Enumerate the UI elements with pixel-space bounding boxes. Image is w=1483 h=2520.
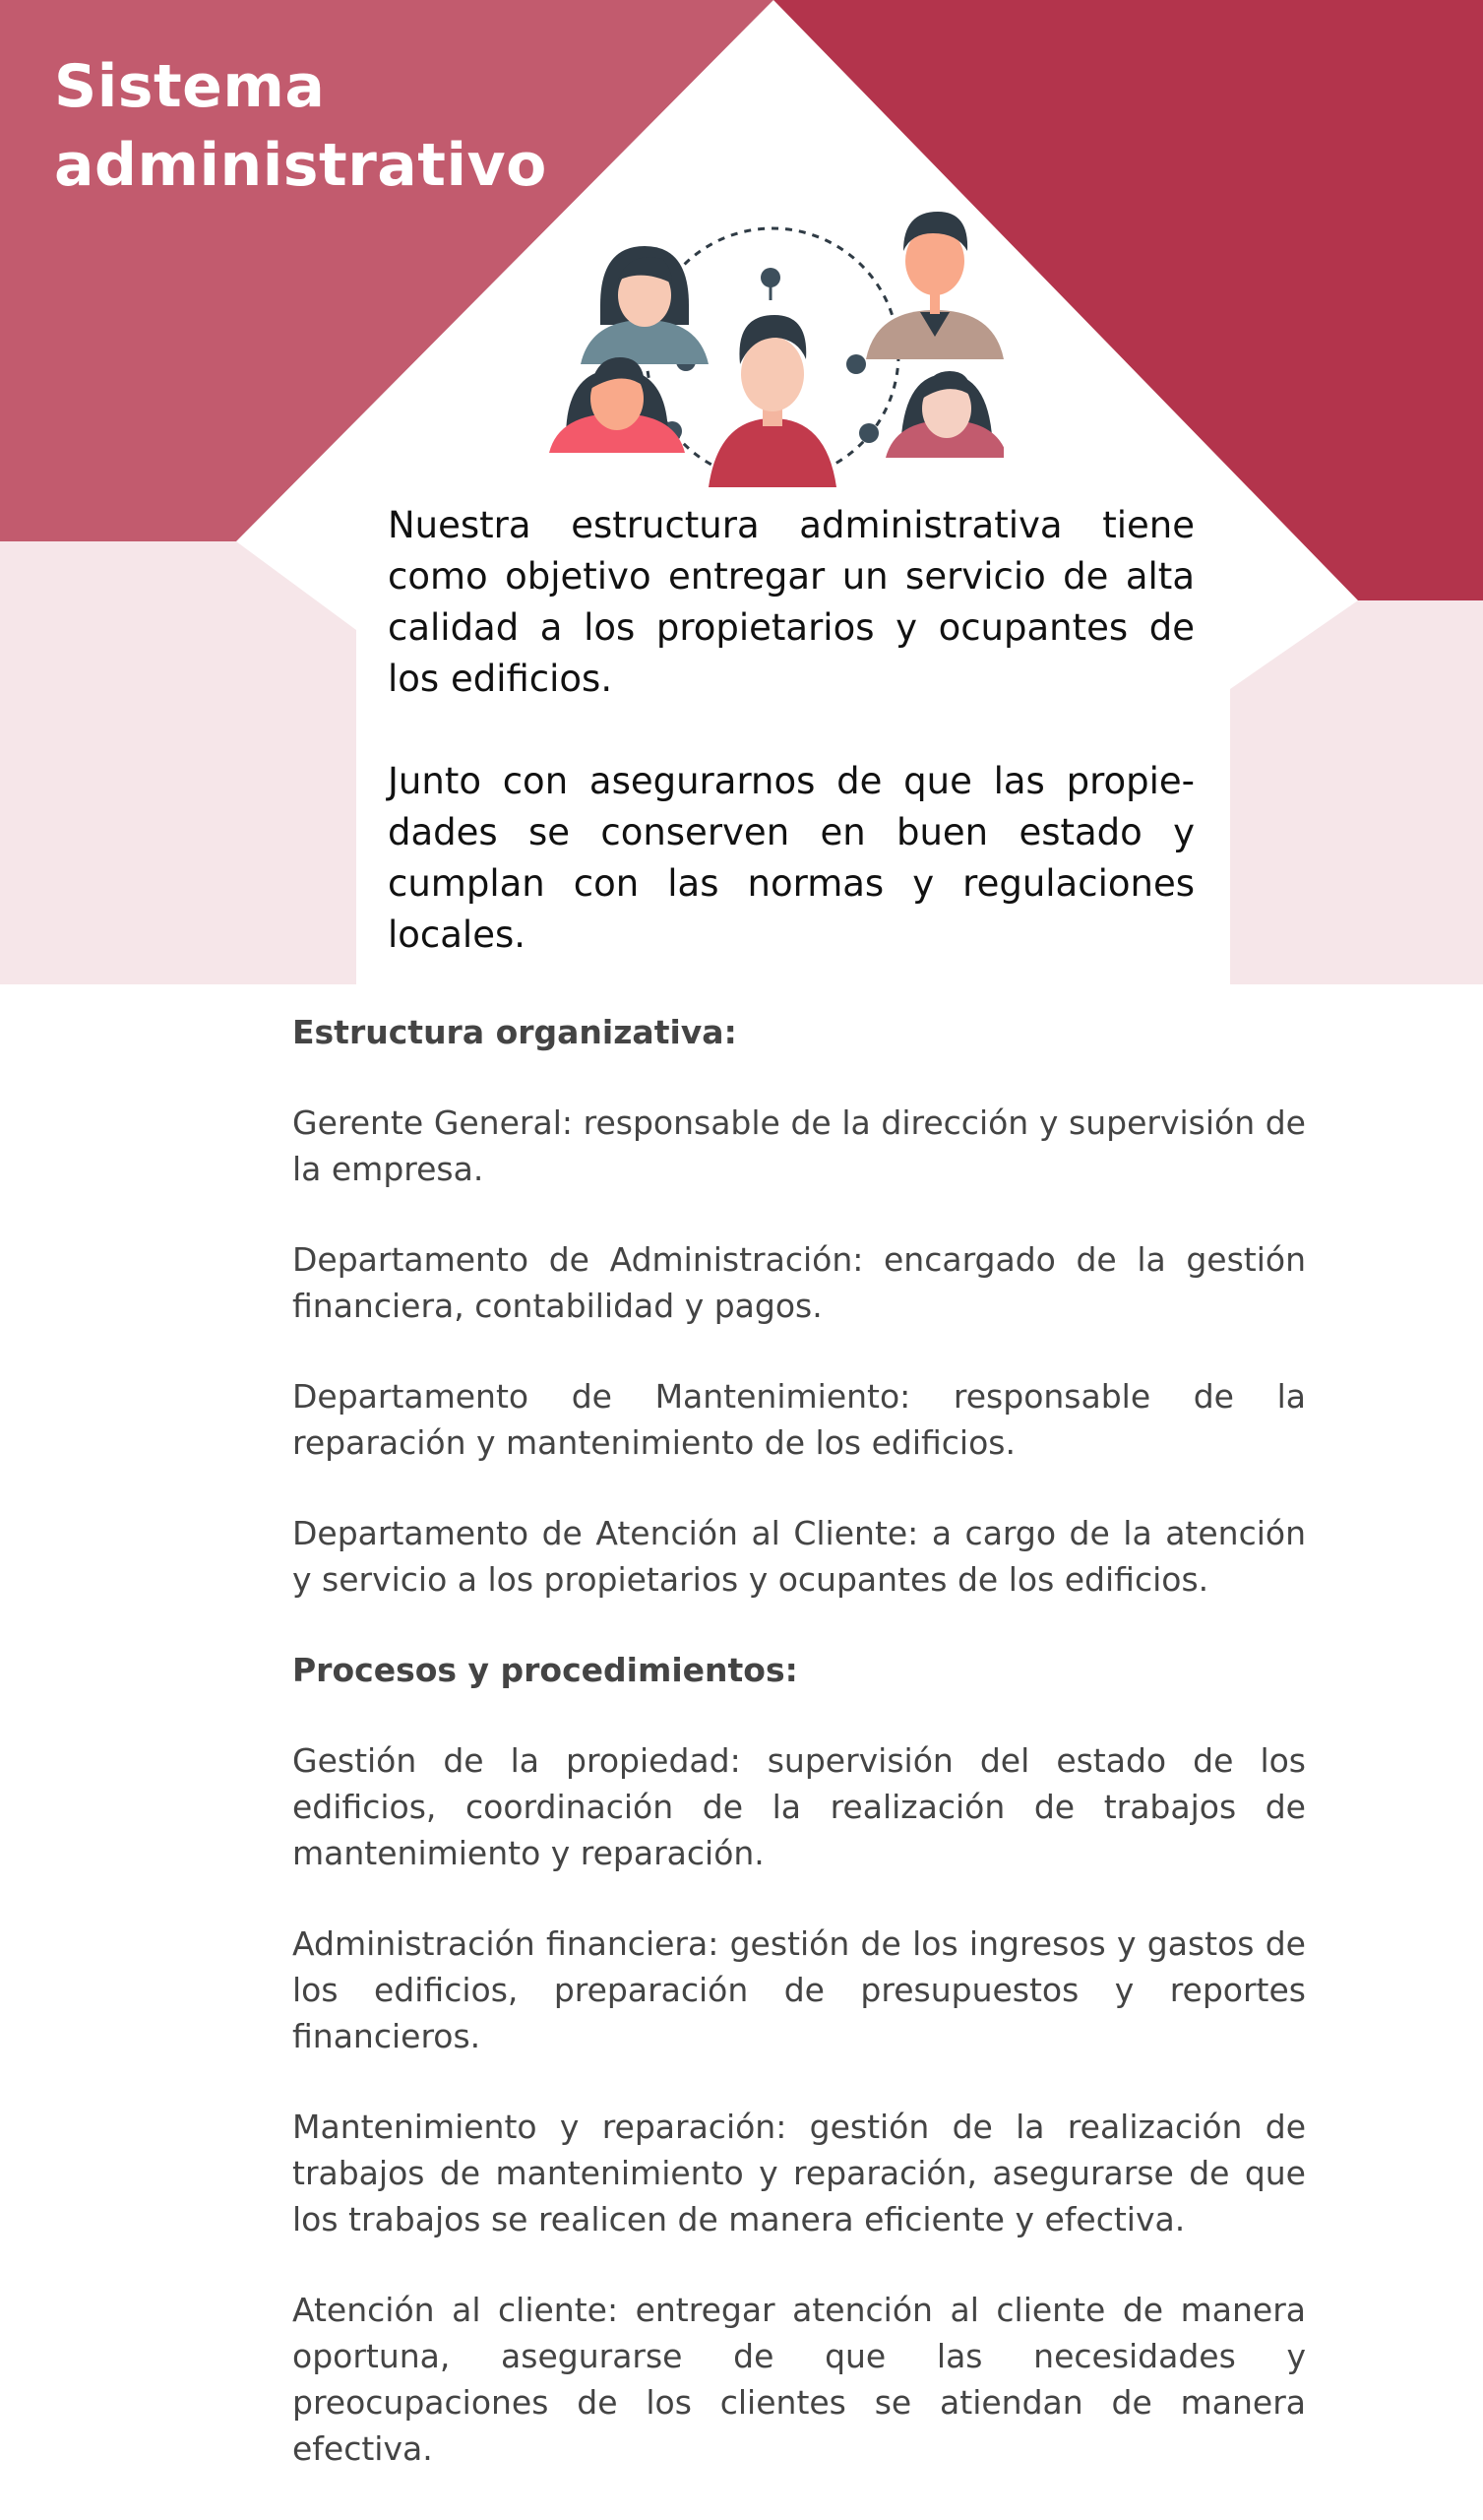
process-item: Gestión de la propiedad: supervisión del estado de los edificios, coordinación de la realización de trabajos de mantenimiento y reparación. (292, 1741, 1306, 1872)
title-line-1: Sistema (54, 52, 326, 121)
structure-heading: Estructura organizativa: (292, 1013, 737, 1051)
intro-text (388, 500, 1195, 1012)
page-title (54, 47, 547, 205)
structure-item: Departamento de Mantenimiento: responsable de la reparación y mantenimiento de los edificios. (292, 1377, 1306, 1462)
title-line-2: administrativo (54, 131, 547, 200)
structure-item: Departamento de Atención al Cliente: a cargo de la atención y servicio a los propietarios y ocupantes de los edificios. (292, 1514, 1306, 1599)
structure-item: Gerente General: responsable de la dirección y supervisión de la empresa. (292, 1103, 1306, 1188)
main-content (292, 1009, 1306, 2516)
structure-item: Departamento de Administración: encargado de la gestión financiera, contabilidad y pagos. (292, 1240, 1306, 1325)
pale-panel-left (0, 541, 356, 984)
process-item: Mantenimiento y reparación: gestión de la realización de trabajos de mantenimiento y reparación, asegurarse de que los trabajos se realicen de manera eficiente y efectiva. (292, 2108, 1306, 2238)
team-network-icon (541, 202, 1004, 497)
process-item: Administración financiera: gestión de los ingresos y gastos de los edificios, preparación de presupuestos y reportes financieros. (292, 1924, 1306, 2055)
process-item: Atención al cliente: entregar atención al cliente de manera oportuna, asegurarse de que las necesidades y preocupaciones de los clientes se atiendan de manera efectiva. (292, 2291, 1306, 2468)
processes-heading: Procesos y procedimientos: (292, 1651, 798, 1689)
intro-paragraph-1: Nuestra estructura administrativa tiene como objetivo entregar un servicio de alta calidad a los propietarios y ocupantes de los edificios. (388, 504, 1195, 700)
intro-paragraph-2: Junto con asegurarnos de que las propiedades se conserven en buen estado y cumplan con las normas y regulaciones locales. (388, 760, 1195, 956)
